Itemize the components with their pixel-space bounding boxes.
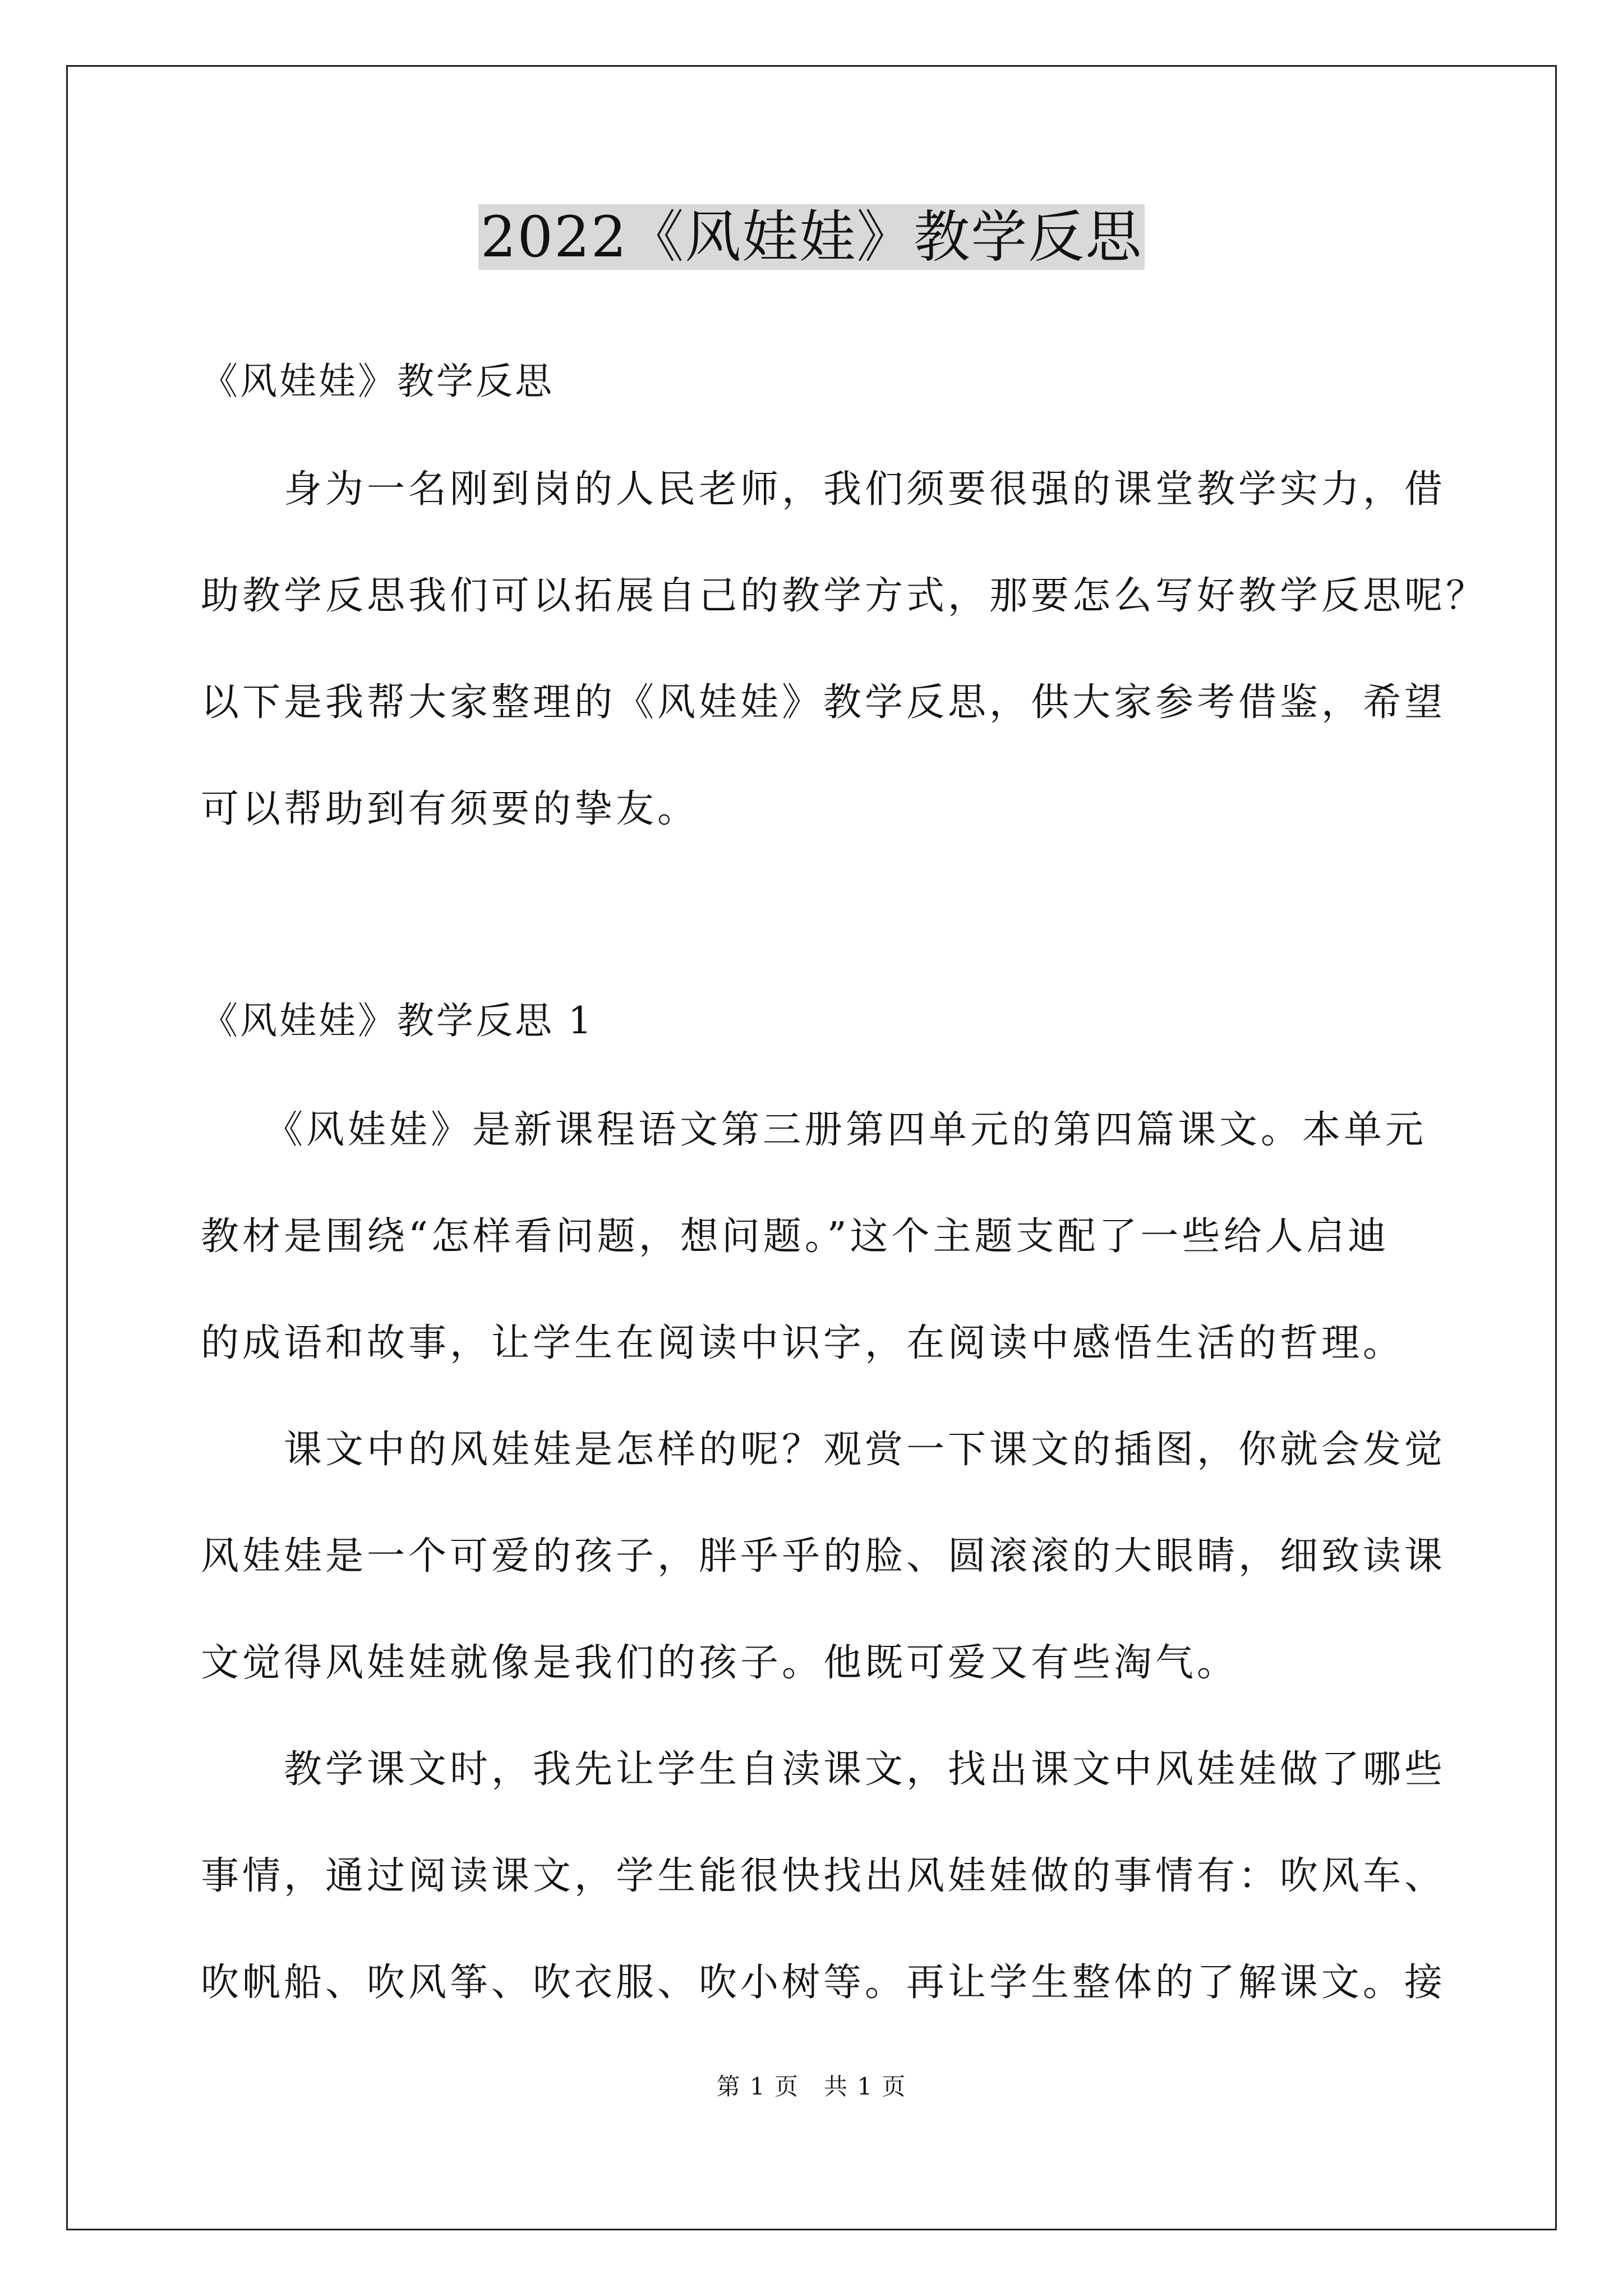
paragraph-line: 《风娃娃》是新课程语文第三册第四单元的第四篇课文。本单元 (201, 1108, 1427, 1152)
paragraph-3 (201, 1717, 1446, 2036)
section-heading: 《风娃娃》教学反思 1 (201, 999, 594, 1042)
intro-line: 身为一名刚到岗的人民老师，我们须要很强的课堂教学实力，借 (201, 467, 1446, 512)
intro-paragraph (201, 436, 1488, 863)
intro-line: 可以帮助到有须要的挚友。 (201, 787, 699, 831)
paragraph-line: 的成语和故事，让学生在阅读中识字，在阅读中感悟生活的哲理。 (201, 1321, 1405, 1365)
paragraph-line: 教材是围绕“怎样看问题，想问题。”这个主题支配了一些给人启迪 (201, 1214, 1390, 1259)
paragraph-1 (201, 1077, 1440, 1397)
page-footer: 第 1 页 共 1 页 (716, 2073, 907, 2100)
document-title (0, 201, 1623, 274)
paragraph-line: 文觉得风娃娃就像是我们的孩子。他既可爱又有些淘气。 (201, 1641, 1239, 1685)
paragraph-line: 事情，通过阅读课文，学生能很快找出风娃娃做的事情有：吹风车、 (201, 1854, 1446, 1898)
paragraph-2 (201, 1397, 1446, 1717)
document-title-text: 2022《风娃娃》教学反思 (478, 204, 1145, 270)
paragraph-line: 课文中的风娃娃是怎样的呢？观赏一下课文的插图，你就会发觉 (201, 1428, 1446, 1472)
intro-line: 以下是我帮大家整理的《风娃娃》教学反思，供大家参考借鉴，希望 (201, 680, 1446, 725)
intro-line: 助教学反思我们可以拓展自己的教学方式，那要怎么写好教学反思呢？ (201, 574, 1488, 618)
paragraph-line: 风娃娃是一个可爱的孩子，胖乎乎的脸、圆滚滚的大眼睛，细致读课 (201, 1534, 1446, 1579)
paragraph-line: 教学课文时，我先让学生自渎课文，找出课文中风娃娃做了哪些 (201, 1747, 1446, 1792)
paragraph-line: 吹帆船、吹风筝、吹衣服、吹小树等。再让学生整体的了解课文。接 (201, 1961, 1446, 2005)
document-subtitle: 《风娃娃》教学反思 (201, 360, 554, 403)
